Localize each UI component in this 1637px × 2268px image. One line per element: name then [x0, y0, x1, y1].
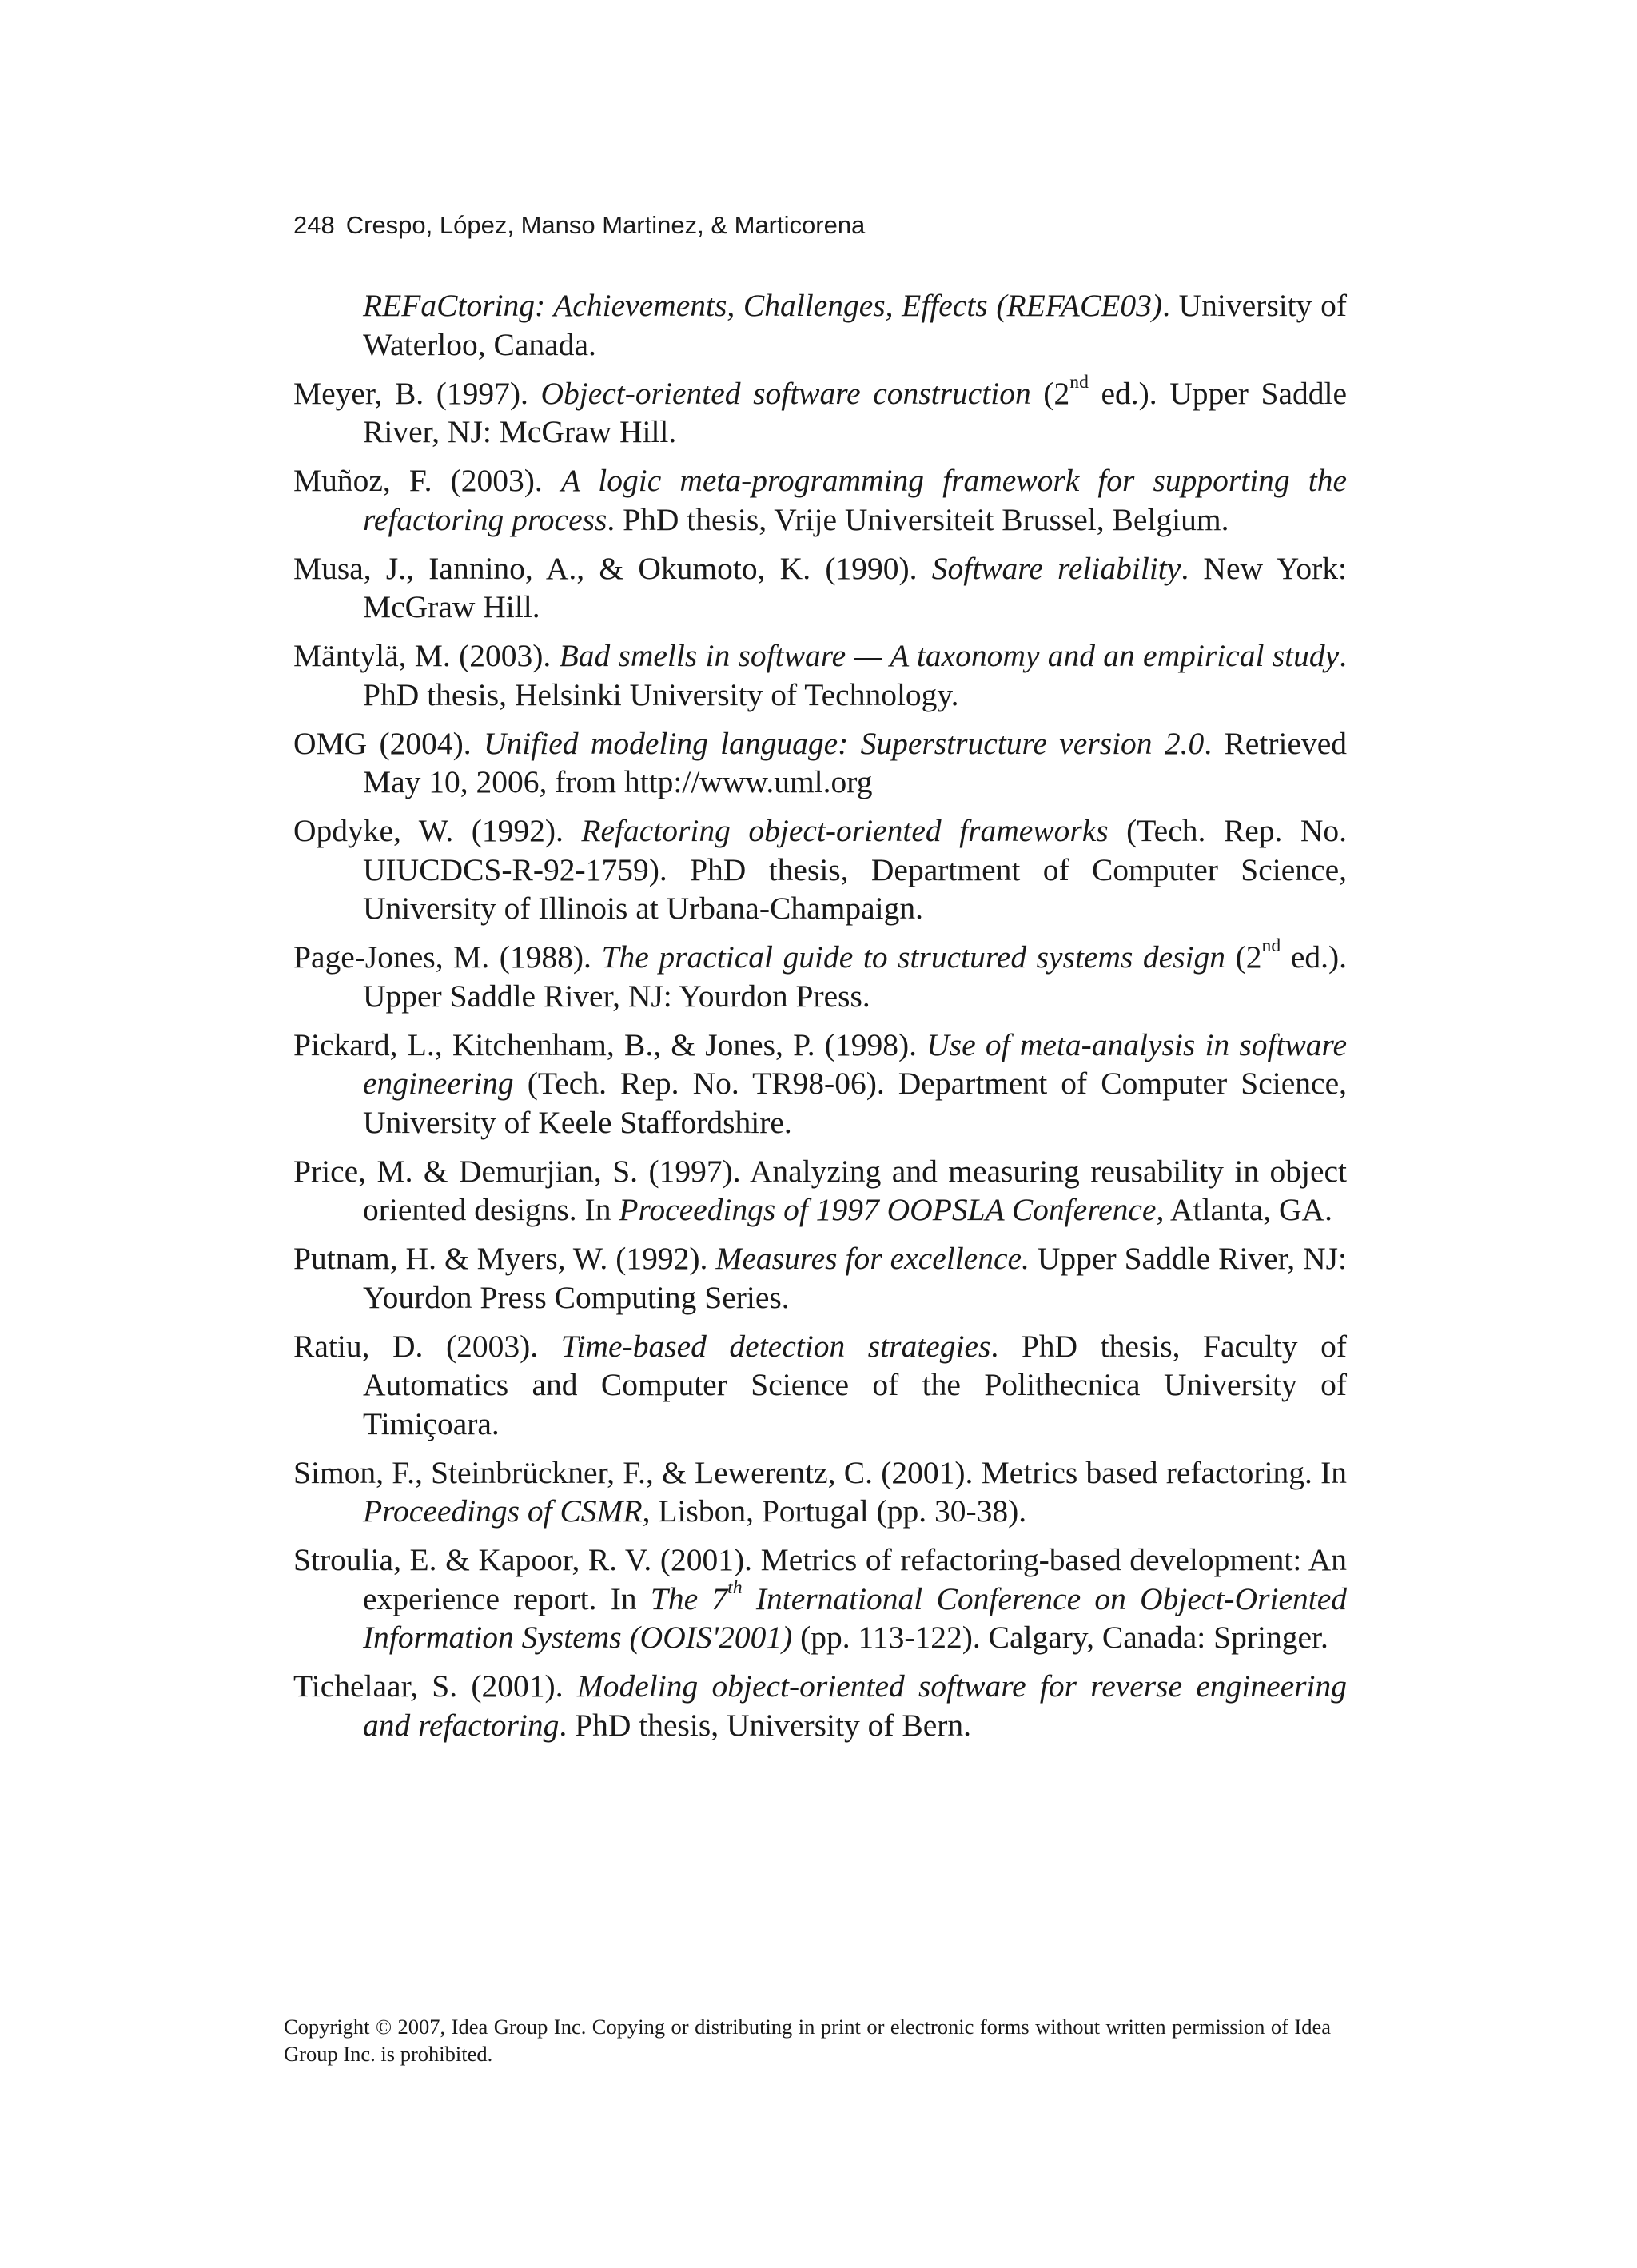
reference-text: Pickard, L., Kitchenham, B., & Jones, P. (1998). [293, 1026, 927, 1062]
reference-text: Opdyke, W. (1992). [293, 813, 582, 848]
reference-text: . PhD thesis, Helsinki University of Technology. [363, 638, 1347, 712]
reference-title: Bad smells in software — A taxonomy and an empirical study [559, 638, 1340, 673]
superscript: nd [1069, 371, 1089, 393]
reference-text: Stroulia, E. & Kapoor, R. V. (2001). Metrics of refactoring-based development: An experience report. In [293, 1542, 1347, 1616]
reference-entry [293, 935, 1347, 1015]
reference-title: Time-based detection strategies [560, 1328, 991, 1364]
reference-text: Ratiu, D. (2003). [293, 1328, 561, 1364]
reference-title: Unified modeling language: Superstructure version 2.0 [484, 725, 1205, 761]
reference-text: (Tech. Rep. No. TR98-06). Department of Computer Science, University of Keele Staffordshire. [363, 1066, 1347, 1140]
reference-title: Measures for excellence. [715, 1241, 1030, 1276]
reference-text: OMG (2004). [293, 725, 484, 761]
reference-entry [293, 461, 1347, 539]
reference-list [293, 286, 1347, 1755]
reference-text: (2 [1030, 375, 1070, 411]
reference-title: REFaCtoring: Achievements, Challenges, Effects (REFACE03) [363, 288, 1163, 323]
reference-entry [293, 724, 1347, 802]
reference-text: Page-Jones, M. (1988). [293, 939, 602, 975]
reference-text: . PhD thesis, University of Bern. [559, 1707, 972, 1743]
reference-text: (Tech. Rep. No. UIUCDCS-R-92-1759). PhD thesis, Department of Computer Science, University of Illinois at Urbana-Champaign. [363, 813, 1347, 926]
reference-title: The practical guide to structured systems design [601, 939, 1226, 975]
reference-entry [293, 1453, 1347, 1531]
reference-text: Tichelaar, S. (2001). [293, 1668, 577, 1704]
reference-text: . University of Waterloo, Canada. [363, 288, 1347, 362]
reference-title: A logic meta-programming framework for supporting the refactoring process [363, 463, 1347, 537]
superscript: nd [1261, 935, 1281, 956]
reference-text: , Atlanta, GA. [1156, 1192, 1332, 1227]
reference-title: Use of meta-analysis in software engineering [363, 1026, 1347, 1101]
reference-entry [293, 811, 1347, 928]
reference-entry [293, 1239, 1347, 1317]
page-number: 248 [293, 211, 335, 239]
reference-text: (pp. 113-122). Calgary, Canada: Springer. [792, 1620, 1328, 1655]
reference-entry [293, 549, 1347, 627]
reference-text: Price, M. & Demurjian, S. (1997). Analyzing and measuring reusability in object oriented designs. In [293, 1153, 1347, 1227]
reference-entry [293, 1152, 1347, 1230]
reference-entry [293, 1667, 1347, 1744]
reference-text: Upper Saddle River, NJ: Yourdon Press Computing Series. [363, 1241, 1347, 1315]
reference-entry [293, 1026, 1347, 1142]
reference-title: Object-oriented software construction [540, 375, 1031, 411]
copyright-notice: Copyright © 2007, Idea Group Inc. Copying or distributing in print or electronic forms without written permission of Idea Group Inc. is prohibited. [284, 2015, 1331, 2066]
reference-text: . Retrieved May 10, 2006, from http://www.uml.org [363, 725, 1348, 799]
reference-text: . PhD thesis, Faculty of Automatics and Computer Science of the Polithecnica University of Timiçoara. [363, 1328, 1347, 1441]
reference-title: Proceedings of 1997 OOPSLA Conference [619, 1192, 1157, 1227]
header-authors: Crespo, López, Manso Martinez, & Marticorena [345, 211, 866, 239]
reference-entry [293, 1541, 1347, 1657]
reference-text: Simon, F., Steinbrückner, F., & Lewerentz, C. (2001). Metrics based refactoring. In [293, 1454, 1347, 1490]
reference-text: . New York: McGraw Hill. [363, 550, 1347, 624]
reference-text: (2 [1225, 939, 1262, 975]
reference-text: , Lisbon, Portugal (pp. 30-38). [642, 1493, 1027, 1529]
reference-text: . PhD thesis, Vrije Universiteit Brussel, Belgium. [607, 501, 1229, 537]
reference-text: Muñoz, F. (2003). [293, 463, 561, 498]
reference-title: Refactoring object-oriented frameworks [581, 813, 1109, 848]
reference-entry [293, 1327, 1347, 1444]
reference-title: Proceedings of CSMR [363, 1493, 643, 1529]
reference-title: International Conference on Object-Oriented Information Systems (OOIS'2001) [363, 1580, 1347, 1655]
reference-text: ed.). Upper Saddle River, NJ: Yourdon Press. [363, 939, 1347, 1014]
reference-entry [293, 371, 1347, 452]
reference-text: Meyer, B. (1997). [293, 375, 541, 411]
running-header [293, 209, 865, 241]
reference-entry [293, 286, 1347, 364]
reference-text: Putnam, H. & Myers, W. (1992). [293, 1241, 716, 1276]
reference-text: Mäntylä, M. (2003). [293, 638, 560, 673]
reference-text: ed.). Upper Saddle River, NJ: McGraw Hill. [363, 375, 1347, 449]
reference-text: Musa, J., Iannino, A., & Okumoto, K. (1990). [293, 550, 932, 586]
reference-title: The 7 [650, 1580, 728, 1616]
reference-title: Software reliability [931, 550, 1181, 586]
reference-title: Modeling object-oriented software for reverse engineering and refactoring [363, 1668, 1347, 1743]
reference-entry [293, 636, 1347, 714]
superscript: th [727, 1576, 743, 1598]
